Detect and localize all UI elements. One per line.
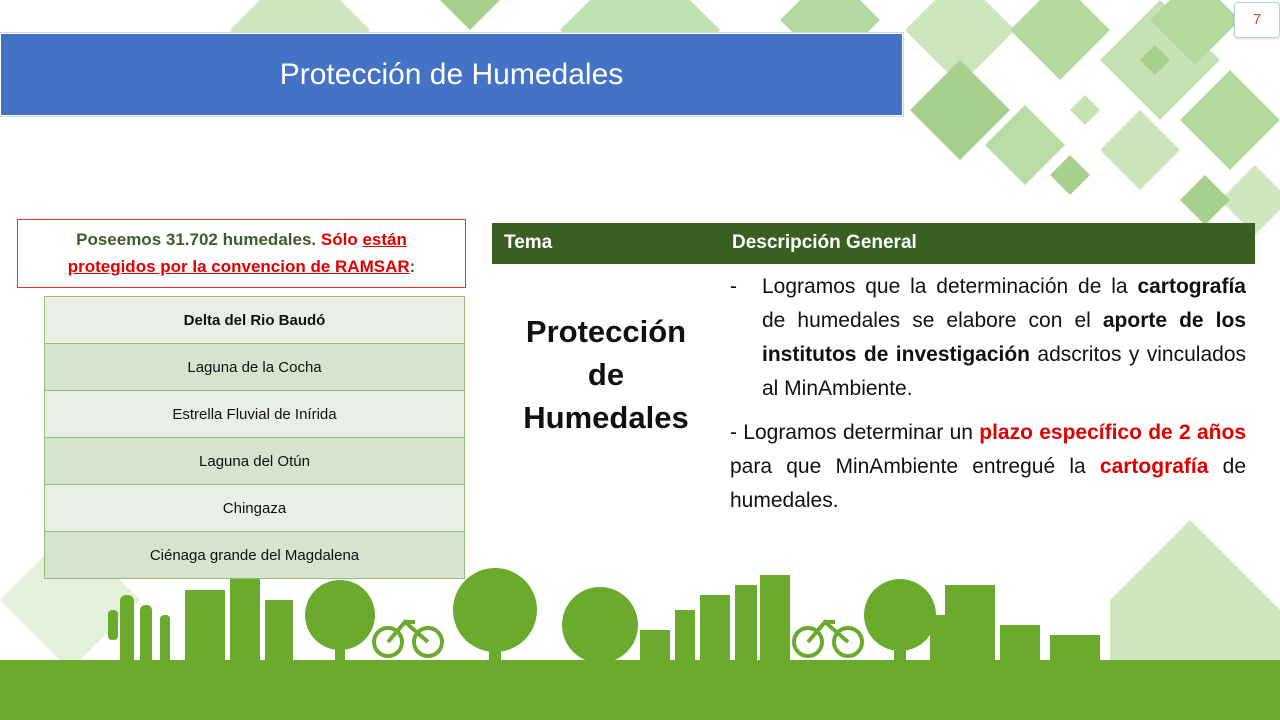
tema-cell	[500, 310, 712, 439]
highlight-span: cartografía	[1099, 455, 1209, 478]
wetland-cell: Estrella Fluvial de Inírida	[45, 391, 465, 438]
table-header	[492, 223, 1255, 264]
city-skyline-illustration	[0, 568, 1280, 720]
wetland-cell: Laguna de la Cocha	[45, 344, 465, 391]
table-row	[45, 391, 465, 438]
description-item-1	[730, 270, 1246, 406]
intro-callout	[17, 219, 466, 288]
page-title: Protección de Humedales	[279, 57, 624, 91]
intro-colon: :	[409, 257, 416, 276]
building-icon	[945, 585, 995, 665]
building-icon	[760, 575, 790, 665]
intro-lead: Poseemos 31.702 humedales.	[76, 230, 317, 249]
column-header-descripcion: Descripción General	[732, 232, 917, 253]
column-header-tema: Tema	[504, 232, 553, 253]
description-item-2	[730, 416, 1246, 518]
bicycle-icon	[374, 622, 442, 656]
table-row	[45, 532, 465, 579]
slide-number: 7	[1234, 2, 1280, 38]
text-span: Logramos que la determinación de la	[762, 275, 1138, 298]
wetlands-table	[44, 296, 465, 579]
text-span: - Logramos determinar un	[730, 421, 980, 444]
wetland-cell: Chingaza	[45, 485, 465, 532]
title-bar	[0, 33, 903, 116]
text-span: para que MinAmbiente entregué la	[730, 455, 1100, 478]
tema-line: Protección	[525, 314, 687, 349]
bold-span: aporte de los institutos de investigación	[762, 309, 1246, 366]
highlight-span: plazo específico de 2 años	[979, 421, 1246, 444]
tema-line: Humedales	[523, 400, 689, 435]
bicycle-icon	[794, 622, 862, 656]
wetland-cell: Laguna del Otún	[45, 438, 465, 485]
tema-line: de	[587, 357, 625, 392]
intro-underlined-2: protegidos por la convencion de RAMSAR	[67, 257, 410, 276]
wetland-cell: Delta del Rio Baudó	[45, 297, 465, 344]
wetland-cell: Ciénaga grande del Magdalena	[45, 532, 465, 579]
intro-underlined-1: están	[362, 230, 407, 249]
table-row	[45, 344, 465, 391]
bold-span: cartografía	[1137, 275, 1246, 298]
text-span: de humedales se elabore con el	[762, 309, 1103, 332]
table-row	[45, 438, 465, 485]
table-row	[45, 485, 465, 532]
text-span: adscritos y vinculados al MinAmbiente.	[762, 343, 1246, 400]
description-cell	[730, 270, 1246, 518]
text-span: de humedales.	[730, 455, 1246, 512]
table-row	[45, 297, 465, 344]
intro-only: Sólo	[320, 230, 358, 249]
bullet-dash: -	[730, 275, 737, 298]
